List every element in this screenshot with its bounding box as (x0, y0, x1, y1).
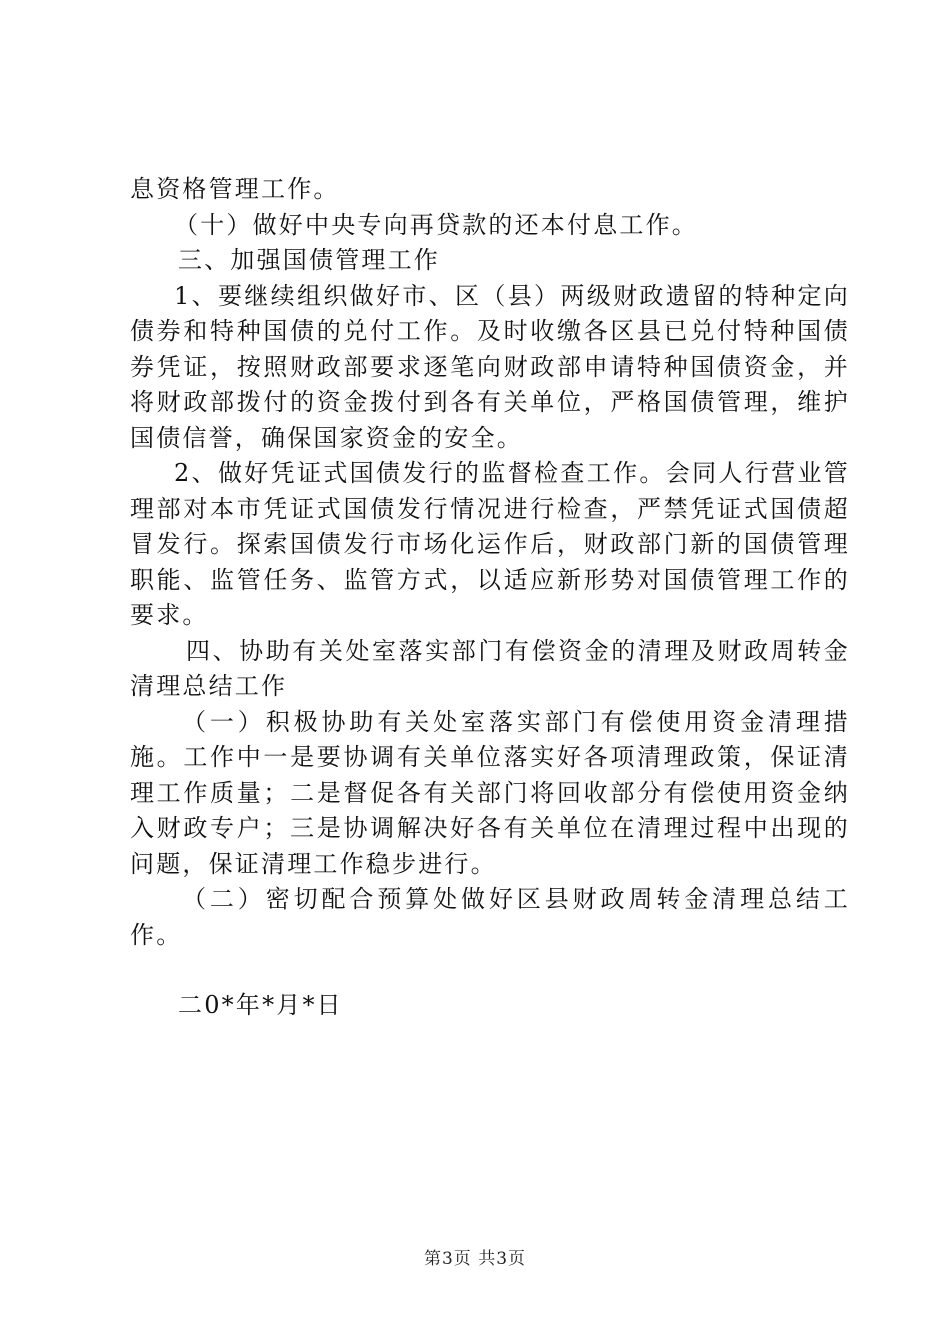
page-footer: 第3页 共3页 (423, 1249, 527, 1269)
paragraph-item-2: 2、做好凭证式国债发行的监督检查工作。会同人行营业管理部对本市凭证式国债发行情况进行检查，严禁凭证式国债超冒发行。探索国债发行市场化运作后，财政部门新的国债管理职能、监管任务、监管方式，以适应新形势对国债管理工作的要求。 (130, 459, 850, 629)
paragraph-item-two: （二）密切配合预算处做好区县财政周转金清理总结工作。 (130, 885, 850, 949)
paragraph-item-1: 1、要继续组织做好市、区（县）两级财政遗留的特种定向债券和特种国债的兑付工作。及时收缴各区县已兑付特种国债券凭证，按照财政部要求逐笔向财政部申请特种国债资金，并将财政部拨付的资金拨付到各有关单位，严格国债管理，维护国债信誉，确保国家资金的安全。 (130, 281, 850, 452)
paragraph-item-one: （一）积极协助有关处室落实部门有偿使用资金清理措施。工作中一是要协调有关单位落实好各项清理政策，保证清理工作质量；二是督促各有关部门将回收部分有偿使用资金纳入财政专户；三是协调解决好各有关单位在清理过程中出现的问题，保证清理工作稳步进行。 (130, 707, 850, 878)
paragraph-continuation: 息资格管理工作。 (130, 175, 340, 203)
section-heading-four: 四、协助有关处室落实部门有偿资金的清理及财政周转金清理总结工作 (130, 636, 850, 700)
document-date: 二0*年*月*日 (178, 991, 343, 1019)
paragraph-item-ten: （十）做好中央专向再贷款的还本付息工作。 (174, 210, 698, 239)
section-heading-three: 三、加强国债管理工作 (178, 246, 440, 274)
document-body (130, 172, 850, 1024)
